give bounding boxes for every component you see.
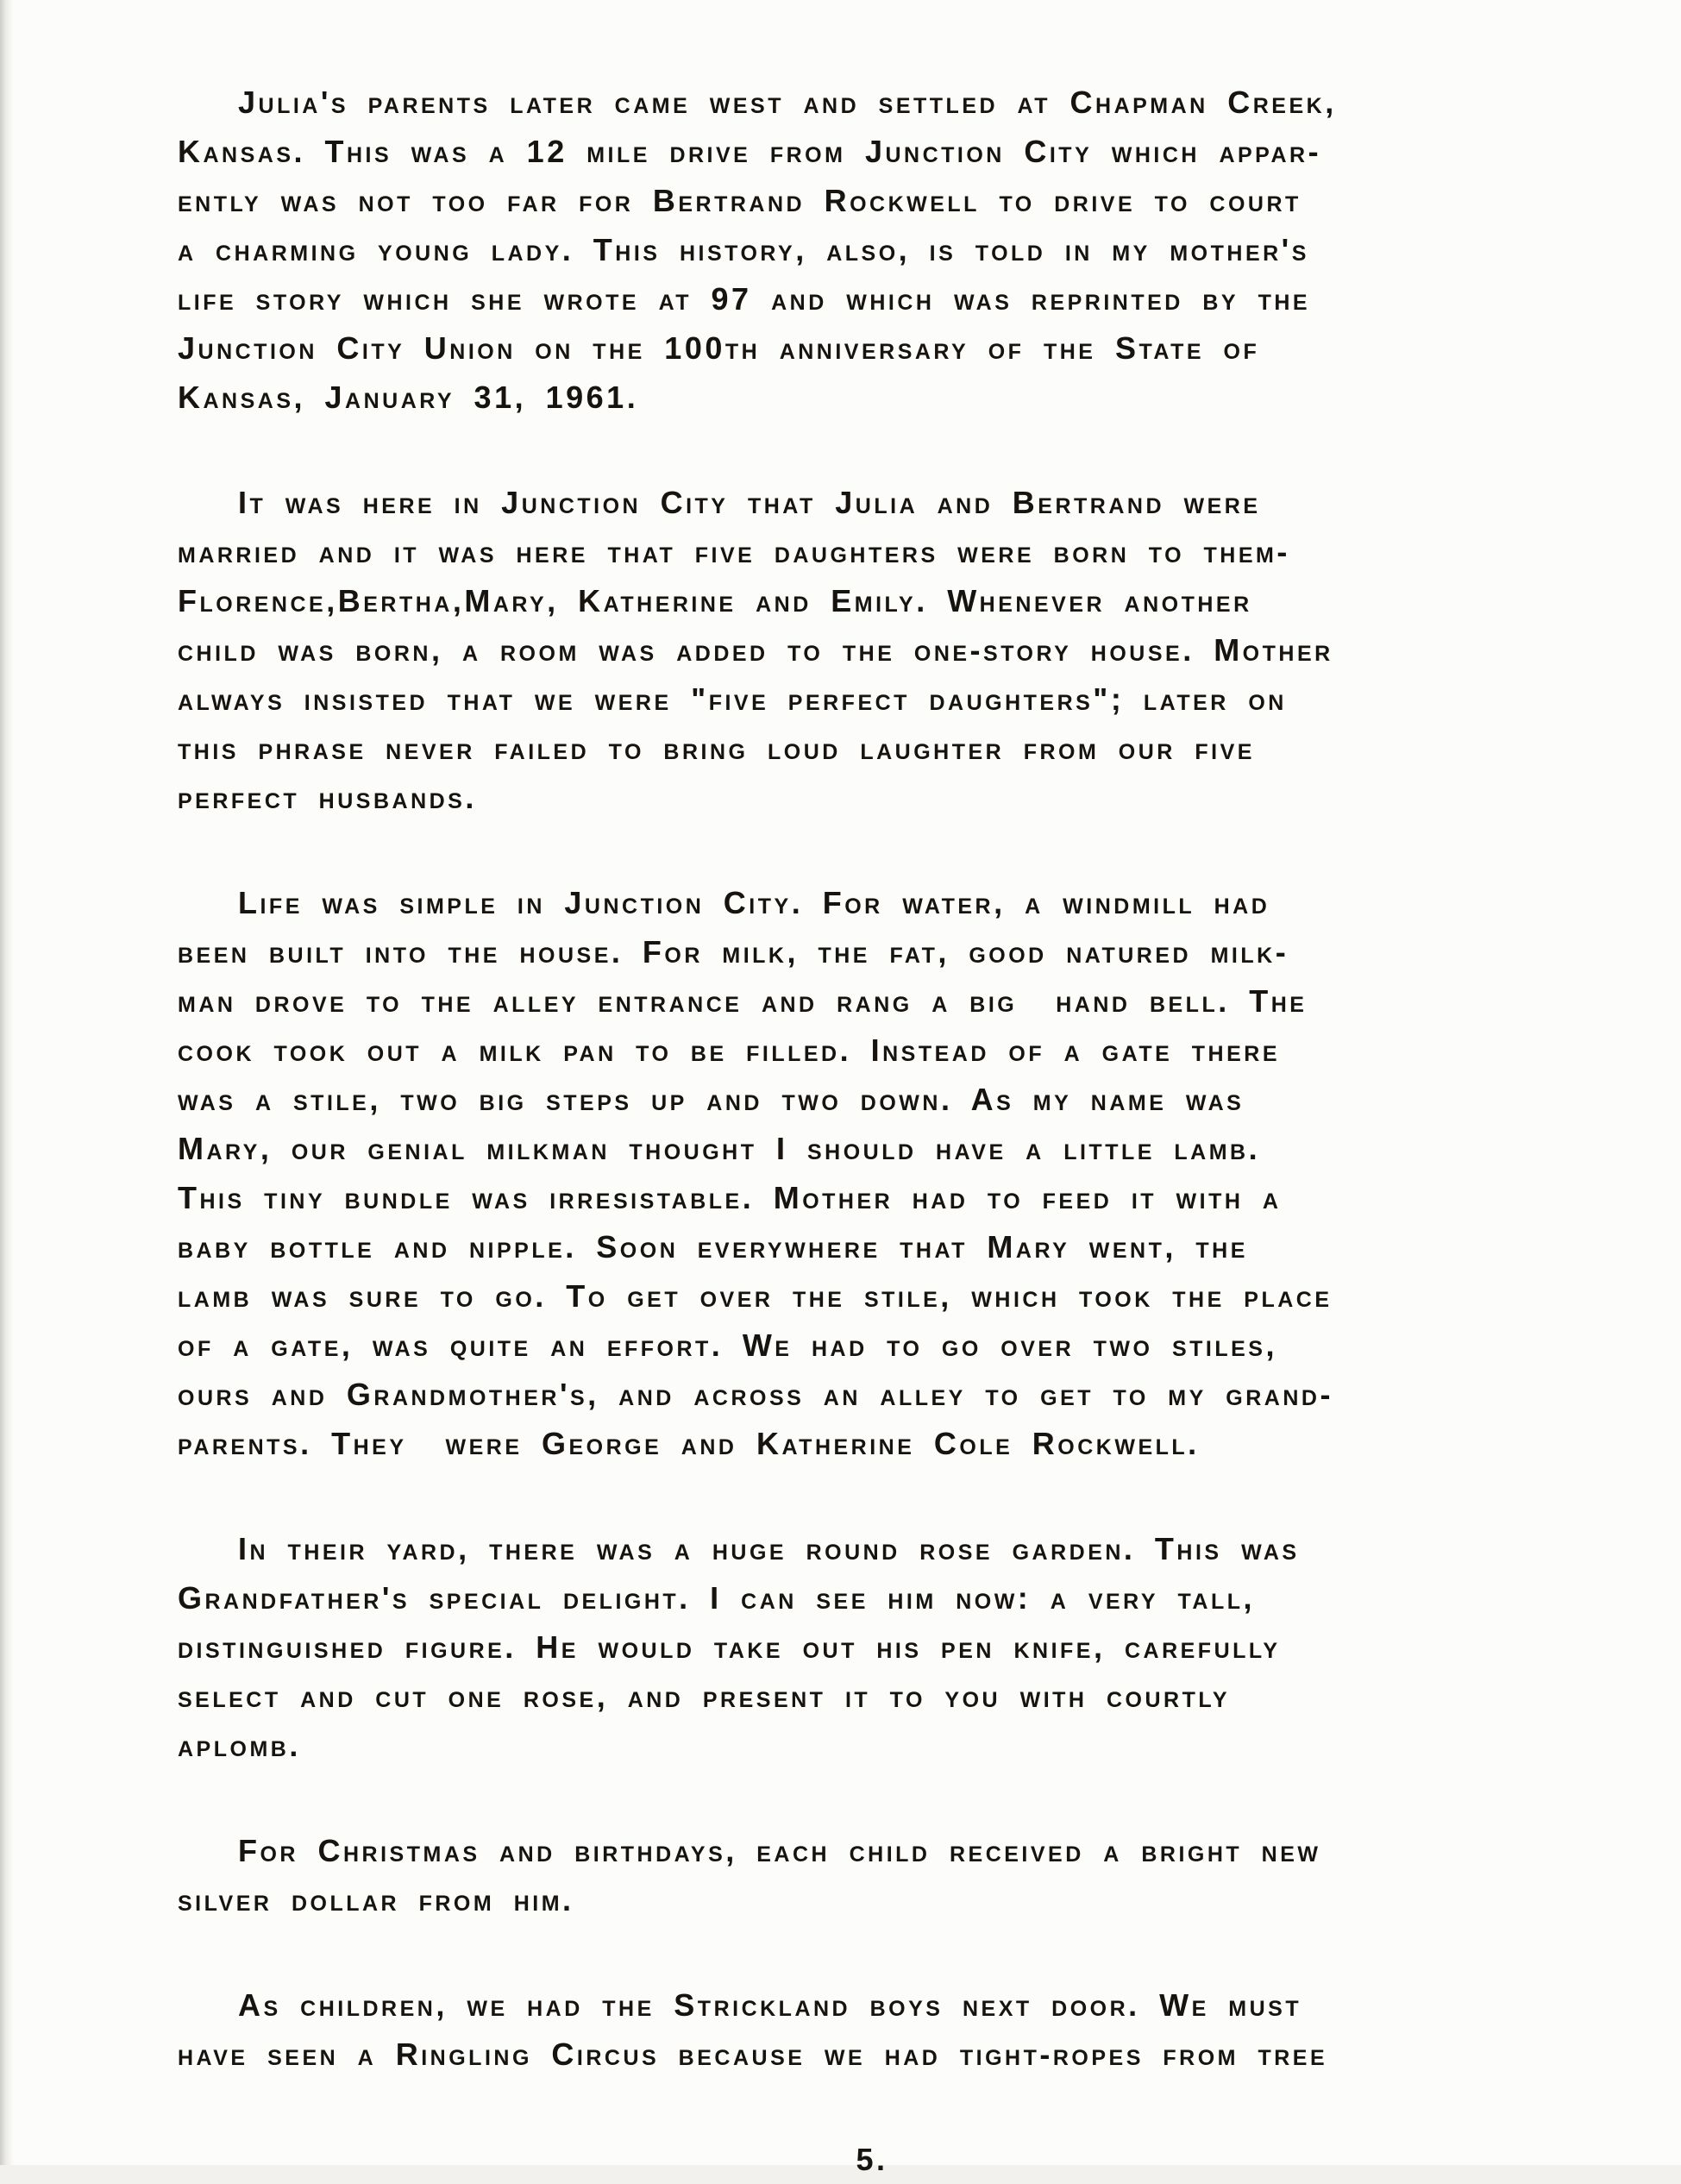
paragraph bbox=[178, 1826, 1566, 1924]
text-line: In their yard, there was a huge round rose garden. This was bbox=[238, 1531, 1300, 1566]
text-line: life story which she wrote at 97 and which was reprinted by the bbox=[178, 281, 1311, 317]
text-line: Kansas. This was a 12 mile drive from Junction City which appar- bbox=[178, 134, 1322, 169]
text-line: silver dollar from him. bbox=[178, 1882, 574, 1917]
paragraph bbox=[178, 478, 1566, 822]
text-line: Life was simple in Junction City. For water, a windmill had bbox=[238, 885, 1270, 920]
text-line: Julia's parents later came west and settled at Chapman Creek, bbox=[238, 85, 1337, 120]
text-line: perfect husbands. bbox=[178, 780, 477, 815]
text-line: cook took out a milk pan to be filled. Instead of a gate there bbox=[178, 1032, 1280, 1068]
text-line: As children, we had the Strickland boys next door. We must bbox=[238, 1987, 1302, 2023]
paragraph bbox=[178, 78, 1566, 422]
text-line: ently was not too far for Bertrand Rockwell to drive to court bbox=[178, 183, 1302, 218]
text-line: baby bottle and nipple. Soon everywhere that Mary went, the bbox=[178, 1229, 1248, 1265]
text-line: ours and Grandmother's, and across an alley to get to my grand- bbox=[178, 1377, 1333, 1412]
text-line: Florence,Bertha,Mary, Katherine and Emily. Whenever another bbox=[178, 583, 1252, 618]
text-line: Mary, our genial milkman thought I should have a little lamb. bbox=[178, 1131, 1261, 1166]
text-line: man drove to the alley entrance and rang a big hand bell. The bbox=[178, 983, 1308, 1019]
text-line: This tiny bundle was irresistable. Mother had to feed it with a bbox=[178, 1180, 1282, 1215]
text-line: parents. They were George and Katherine Cole Rockwell. bbox=[178, 1426, 1200, 1461]
text-line: Kansas, January 31, 1961. bbox=[178, 380, 639, 415]
text-line: always insisted that we were "five perfect daughters"; later on bbox=[178, 681, 1287, 717]
text-line: lamb was sure to go. To get over the stile, which took the place bbox=[178, 1278, 1333, 1314]
text-line: Junction City Union on the 100th anniversary of the State of bbox=[178, 330, 1260, 366]
page-number: 5. bbox=[856, 2142, 888, 2177]
page-footer bbox=[178, 2135, 1566, 2184]
text-line: married and it was here that five daughters were born to them- bbox=[178, 534, 1290, 569]
text-line: For Christmas and birthdays, each child received a bright new bbox=[238, 1833, 1321, 1868]
paragraph bbox=[178, 878, 1566, 1468]
text-line: have seen a Ringling Circus because we had tight-ropes from tree bbox=[178, 2037, 1328, 2072]
text-line: this phrase never failed to bring loud laughter from our five bbox=[178, 731, 1255, 766]
text-line: select and cut one rose, and present it to you with courtly bbox=[178, 1679, 1231, 1714]
text-line: been built into the house. For milk, the fat, good natured milk- bbox=[178, 934, 1289, 970]
text-line: child was born, a room was added to the one-story house. Mother bbox=[178, 632, 1333, 668]
text-line: of a gate, was quite an effort. We had to go over two stiles, bbox=[178, 1327, 1277, 1363]
document-body bbox=[178, 78, 1566, 2184]
text-line: It was here in Junction City that Julia and Bertrand were bbox=[238, 485, 1261, 520]
paragraph bbox=[178, 1524, 1566, 1770]
text-line: distinguished figure. He would take out his pen knife, carefully bbox=[178, 1629, 1281, 1665]
text-line: a charming young lady. This history, also, is told in my mother's bbox=[178, 232, 1309, 267]
text-line: aplomb. bbox=[178, 1728, 301, 1763]
paragraph bbox=[178, 1980, 1566, 2079]
text-line: Grandfather's special delight. I can see him now: a very tall, bbox=[178, 1580, 1256, 1616]
page-edge-shadow bbox=[0, 0, 14, 2165]
text-line: was a stile, two big steps up and two down. As my name was bbox=[178, 1082, 1245, 1117]
